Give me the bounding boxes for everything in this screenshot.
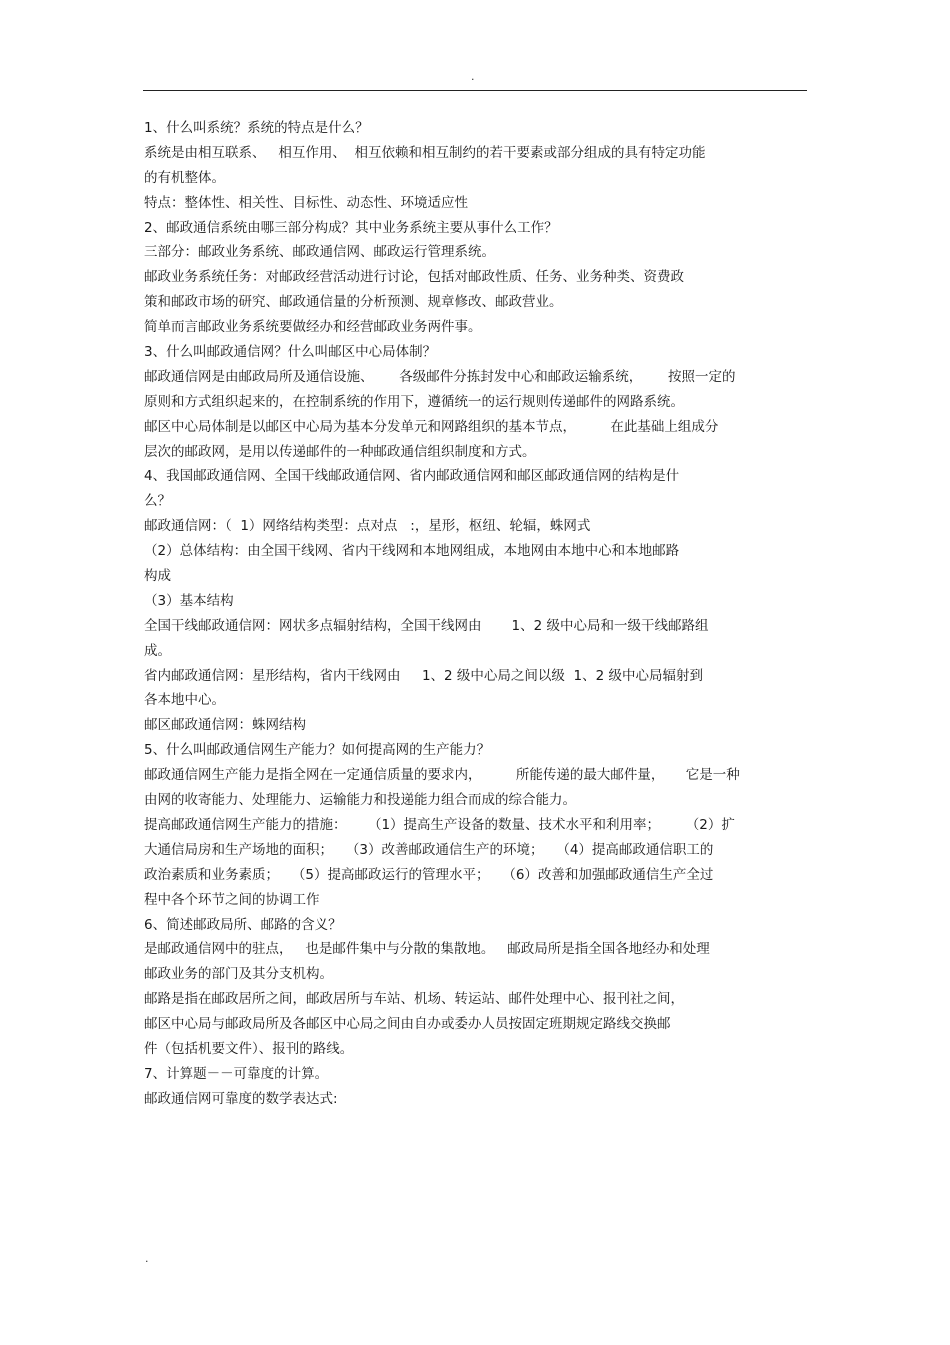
- text-line: 三部分：邮政业务系统、邮政通信网、邮政运行管理系统。: [144, 244, 495, 261]
- heading-q1: 1、什么叫系统？系统的特点是什么？: [144, 120, 369, 136]
- text-line: 的有机整体。: [144, 169, 225, 186]
- text-line: 简单而言邮政业务系统要做经办和经营邮政业务两件事。: [144, 319, 482, 336]
- text-line: 由网的收寄能力、处理能力、运输能力和投递能力组合而成的综合能力。: [144, 792, 576, 809]
- text-line: 成。: [144, 642, 171, 659]
- text-line: 政治素质和业务素质； （5）提高邮政运行的管理水平； （6）改善和加强邮政通信生产全过: [144, 866, 714, 883]
- text-line: 全国干线邮政通信网：网状多点辐射结构，全国干线网由 1、2 级中心局和一级干线邮路组: [144, 617, 709, 634]
- text-line: 邮政通信网：（ 1）网络结构类型：点对点 :，星形，枢纽、轮辐，蛛网式: [144, 518, 591, 535]
- text-line: 是邮政通信网中的驻点， 也是邮件集中与分散的集散地。 邮政局所是指全国各地经办和处理: [144, 941, 710, 958]
- text-line: 原则和方式组织起来的，在控制系统的作用下，遵循统一的运行规则传递邮件的网路系统。: [144, 393, 684, 410]
- text-line: 构成: [144, 568, 171, 585]
- text-line: 么？: [144, 493, 171, 510]
- text-line: 邮路是指在邮政居所之间，邮政居所与车站、机场、转运站、邮件处理中心、报刊社之间，: [144, 991, 684, 1008]
- text-line: 邮政通信网生产能力是指全网在一定通信质量的要求内， 所能传递的最大邮件量， 它是一种: [144, 767, 740, 784]
- text-line: 省内邮政通信网：星形结构，省内干线网由 1、2 级中心局之间以级 1、2 级中心局辐射到: [144, 667, 703, 684]
- document-body: [144, 116, 808, 1112]
- text-line: （3）基本结构: [144, 592, 234, 609]
- text-line: 件（包括机要文件）、报刊的路线。: [144, 1040, 354, 1057]
- text-line: 邮政业务的部门及其分支机构。: [144, 966, 333, 983]
- heading-q6: 6、简述邮政局所、邮路的含义？: [144, 916, 342, 933]
- text-line: 邮政业务系统任务：对邮政经营活动进行讨论，包括对邮政性质、任务、业务种类、资费政: [144, 269, 684, 286]
- footer-mark: .: [145, 1252, 149, 1265]
- heading-q2: 2、邮政通信系统由哪三部分构成？其中业务系统主要从事什么工作？: [144, 219, 558, 236]
- heading-q3: 3、什么叫邮政通信网？什么叫邮区中心局体制？: [144, 344, 437, 361]
- text-line: 策和邮政市场的研究、邮政通信量的分析预测、规章修改、邮政营业。: [144, 294, 563, 311]
- heading-q4: 4、我国邮政通信网、全国干线邮政通信网、省内邮政通信网和邮区邮政通信网的结构是什: [144, 468, 680, 485]
- text-line: 邮区邮政通信网：蛛网结构: [144, 717, 306, 734]
- text-line: 大通信局房和生产场地的面积； （3）改善邮政通信生产的环境； （4）提高邮政通信职工的: [144, 841, 714, 858]
- text-line: 提高邮政通信网生产能力的措施： （1）提高生产设备的数量、技术水平和利用率； （2）扩: [144, 816, 735, 833]
- text-line: 邮政通信网可靠度的数学表达式:: [144, 1090, 338, 1107]
- text-line: 邮区中心局体制是以邮区中心局为基本分发单元和网路组织的基本节点， 在此基础上组成分: [144, 418, 719, 435]
- heading-q7: 7、计算题－－可靠度的计算。: [144, 1065, 329, 1082]
- text-line: 邮区中心局与邮政局所及各邮区中心局之间由自办或委办人员按固定班期规定路线交换邮: [144, 1016, 671, 1033]
- text-line: 各本地中心。: [144, 692, 225, 709]
- text-line: （2）总体结构：由全国干线网、省内干线网和本地网组成，本地网由本地中心和本地邮路: [144, 543, 680, 560]
- text-line: 系统是由相互联系、 相互作用、 相互依赖和相互制约的若干要素或部分组成的具有特定功能: [144, 144, 706, 161]
- header-rule: [143, 90, 807, 91]
- text-line: 层次的邮政网，是用以传递邮件的一种邮政通信组织制度和方式。: [144, 443, 536, 460]
- text-line: 程中各个环节之间的协调工作: [144, 891, 320, 908]
- text-line: 特点：整体性、相关性、目标性、动态性、环境适应性: [144, 194, 468, 211]
- text-line: 邮政通信网是由邮政局所及通信设施、 各级邮件分拣封发中心和邮政运输系统， 按照一定的: [144, 368, 736, 385]
- header-mark: .: [471, 70, 475, 83]
- heading-q5: 5、什么叫邮政通信网生产能力？如何提高网的生产能力？: [144, 742, 491, 759]
